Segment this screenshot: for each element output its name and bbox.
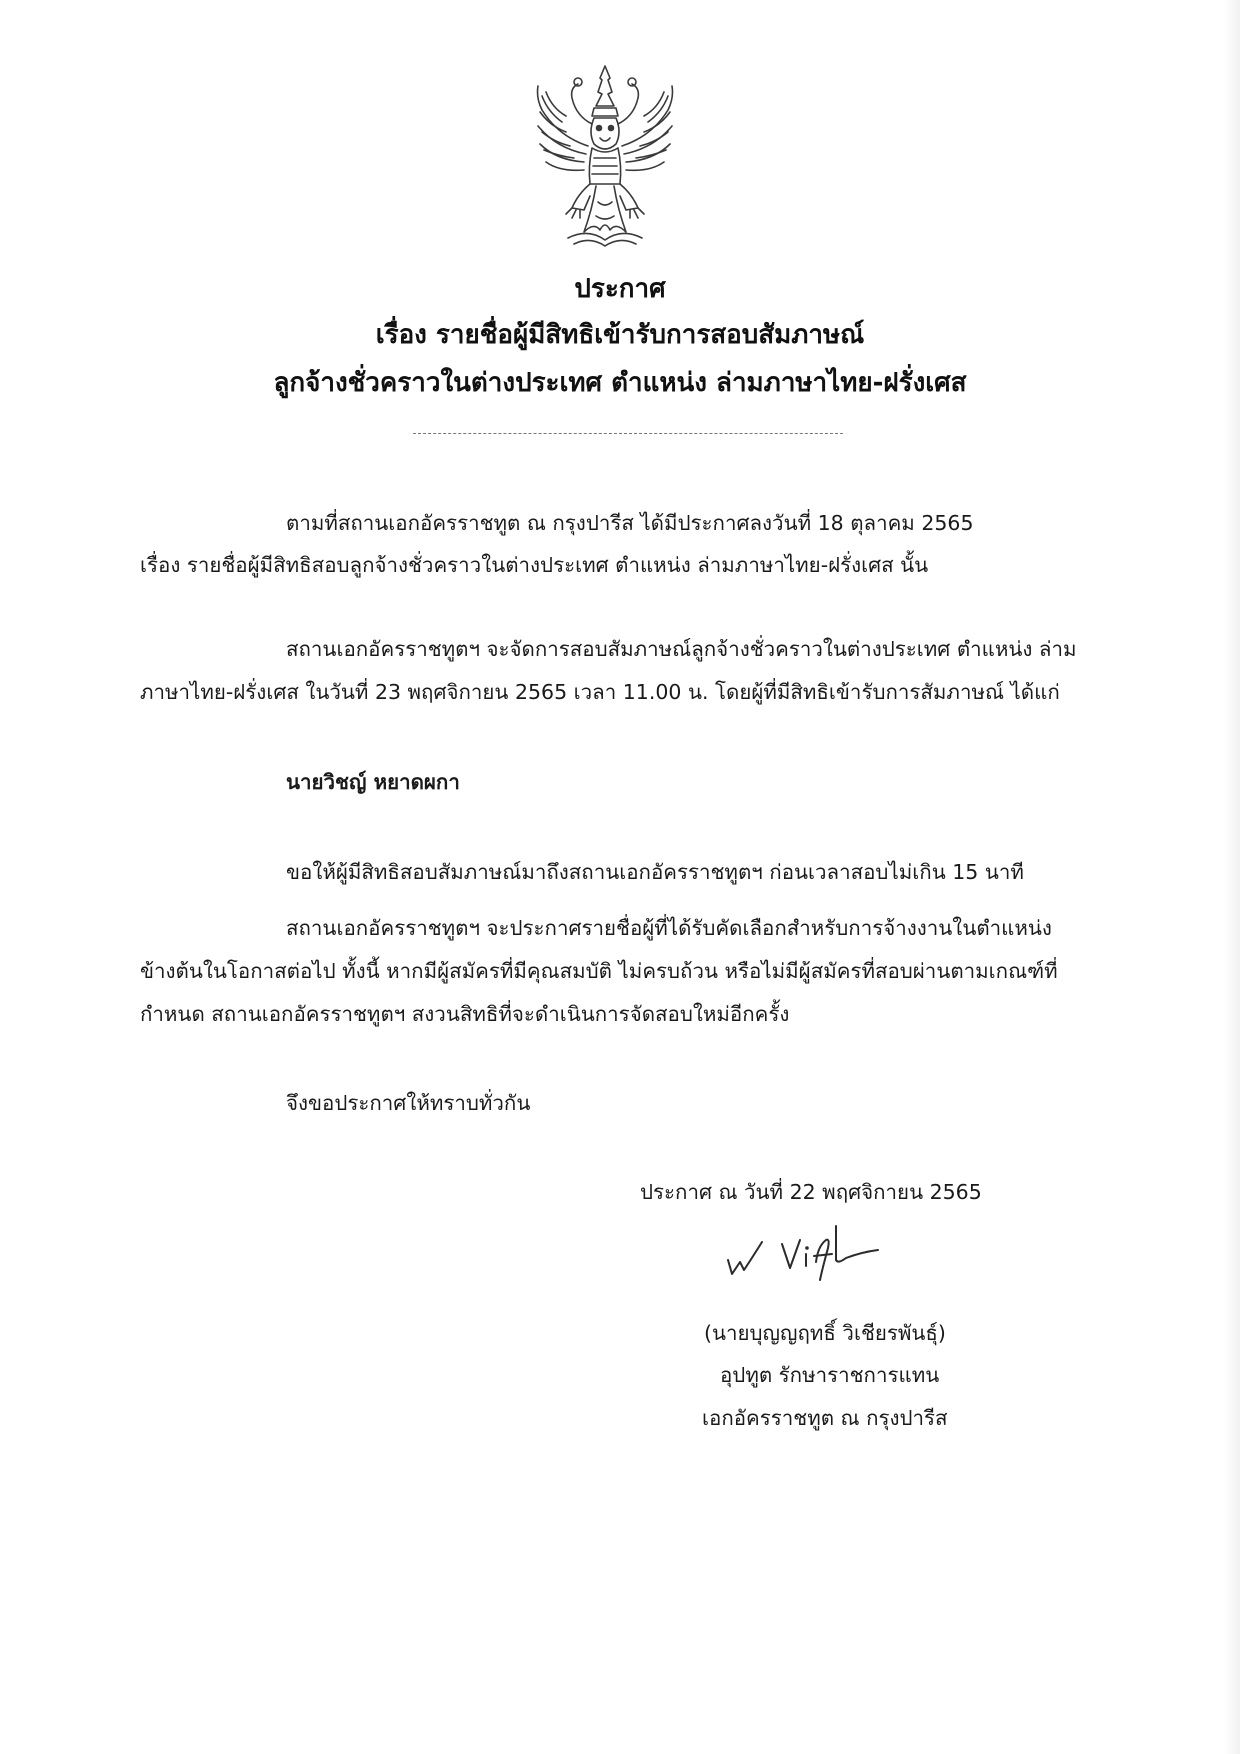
paragraph-3: ขอให้ผู้มีสิทธิสอบสัมภาษณ์มาถึงสถานเอกอัครราชทูตฯ ก่อนเวลาสอบไม่เกิน 15 นาที (286, 860, 1024, 884)
paragraph-2-line-1: สถานเอกอัครราชทูตฯ จะจัดการสอบสัมภาษณ์ลูกจ้างชั่วคราวในต่างประเทศ ตำแหน่ง ล่าม (286, 637, 1077, 661)
signer-name: (นายบุญญฤทธิ์ วิเชียรพันธุ์) (704, 1321, 946, 1345)
announcement-subject: เรื่อง รายชื่อผู้มีสิทธิเข้ารับการสอบสัมภาษณ์ (375, 320, 865, 350)
paragraph-4-line-2: ข้างต้นในโอกาสต่อไป ทั้งนี้ หากมีผู้สมัครที่มีคุณสมบัติ ไม่ครบถ้วน หรือไม่มีผู้สมัครที่สอบผ่านตามเกณฑ์ที่ (140, 959, 1058, 983)
announcement-subject-line2: ลูกจ้างชั่วคราวในต่างประเทศ ตำแหน่ง ล่ามภาษาไทย-ฝรั่งเศส (273, 368, 967, 398)
paragraph-2-line-2: ภาษาไทย-ฝรั่งเศส ในวันที่ 23 พฤศจิกายน 2565 เวลา 11.00 น. โดยผู้ที่มีสิทธิเข้ารับการสัมภาษณ์ ได้แก่ (140, 680, 1060, 704)
title-divider (413, 433, 843, 434)
closing-statement: จึงขอประกาศให้ทราบทั่วกัน (286, 1091, 531, 1115)
handwritten-signature-icon (722, 1218, 892, 1288)
announcement-date: ประกาศ ณ วันที่ 22 พฤศจิกายน 2565 (640, 1180, 982, 1204)
signer-office: เอกอัครราชทูต ณ กรุงปารีส (702, 1406, 948, 1430)
garuda-emblem-icon (528, 62, 682, 248)
paragraph-1-line-1: ตามที่สถานเอกอัครราชทูต ณ กรุงปารีส ได้มีประกาศลงวันที่ 18 ตุลาคม 2565 (286, 511, 974, 535)
announcement-title: ประกาศ (574, 274, 666, 304)
candidate-name: นายวิชญ์ หยาดผกา (286, 770, 460, 794)
signer-title: อุปทูต รักษาราชการแทน (720, 1363, 940, 1387)
paragraph-4-line-1: สถานเอกอัครราชทูตฯ จะประกาศรายชื่อผู้ที่ได้รับคัดเลือกสำหรับการจ้างงานในตำแหน่ง (286, 916, 1052, 940)
paragraph-4-line-3: กำหนด สถานเอกอัครราชทูตฯ สงวนสิทธิที่จะดำเนินการจัดสอบใหม่อีกครั้ง (140, 1002, 790, 1026)
paragraph-1-line-2: เรื่อง รายชื่อผู้มีสิทธิสอบลูกจ้างชั่วคราวในต่างประเทศ ตำแหน่ง ล่ามภาษาไทย-ฝรั่งเศส นั้น (140, 553, 929, 577)
page-edge-shadow (1224, 0, 1240, 1754)
